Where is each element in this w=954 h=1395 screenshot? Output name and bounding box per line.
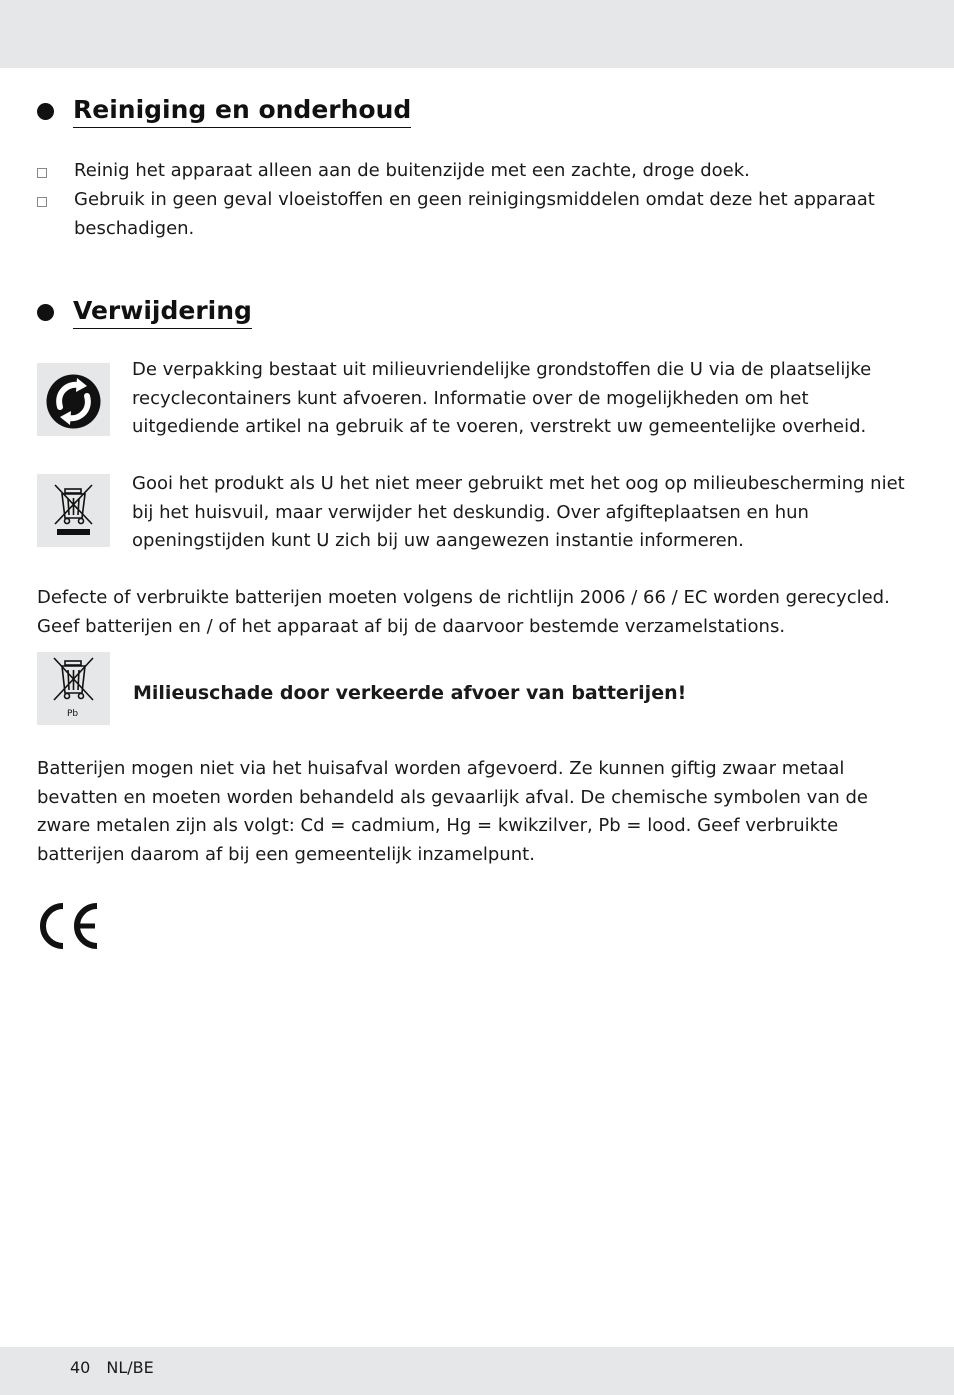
footer — [70, 1358, 154, 1377]
bullet-dot-icon — [37, 103, 54, 120]
ce-mark-icon — [37, 902, 103, 950]
battery-icon-label: Pb — [67, 709, 79, 719]
checkbox-bullet-icon — [37, 197, 47, 207]
crossed-out-bin-pb-icon — [37, 652, 110, 725]
section-heading-disposal — [37, 295, 252, 329]
battery-info-paragraph: Batterijen mogen niet via het huisafval worden afgevoerd. Ze kunnen giftig zwaar metaal bevatten en moeten worden behandeld als gevaarlijk afval. De chemische symbolen van de zware metalen zijn als volgt: Cd = cadmium, Hg = kwikzilver, Pb = lood. Geef verbruikte batterijen daarom af bij een gemeentelijk inzamelpunt. — [37, 758, 868, 865]
list-item-text: Gebruik in geen geval vloeistoffen en geen reinigingsmiddelen omdat deze het apparaat beschadigen. — [74, 189, 875, 239]
disposal-title: Verwijdering — [73, 295, 252, 329]
section-heading-cleaning — [37, 94, 411, 128]
battery-warning: Milieuschade door verkeerde afvoer van batterijen! — [133, 682, 687, 704]
weee-paragraph: Gooi het produkt als U het niet meer gebruikt met het oog op milieubescherming niet bij het huisvuil, maar verwijder het deskundig. Over afgifteplaatsen en hun openingstijden kunt U zich bij uw aangewezen instantie informeren. — [132, 473, 905, 551]
list-item — [37, 186, 877, 243]
language-code: NL/BE — [106, 1358, 154, 1377]
header-band — [0, 0, 954, 68]
list-item — [37, 157, 877, 186]
list-item-text: Reinig het apparaat alleen aan de buitenzijde met een zachte, droge doek. — [74, 160, 750, 181]
checkbox-bullet-icon — [37, 168, 47, 178]
battery-paragraph: Defecte of verbruikte batterijen moeten volgens de richtlijn 2006 / 66 / EC worden gerecycled. Geef batterijen en / of het apparaat af bij de daarvoor bestemde verzamelstations. — [37, 587, 890, 637]
green-dot-recycle-icon — [37, 363, 110, 436]
page-number: 40 — [70, 1358, 91, 1377]
bullet-dot-icon — [37, 304, 54, 321]
crossed-out-bin-icon — [37, 474, 110, 547]
packaging-paragraph: De verpakking bestaat uit milieuvriendelijke grondstoffen die U via de plaatselijke recyclecontainers kunt afvoeren. Informatie over de mogelijkheden om het uitgediende artikel na gebruik af te voeren, verstrekt uw gemeentelijke overheid. — [132, 359, 872, 437]
cleaning-title: Reiniging en onderhoud — [73, 94, 411, 128]
